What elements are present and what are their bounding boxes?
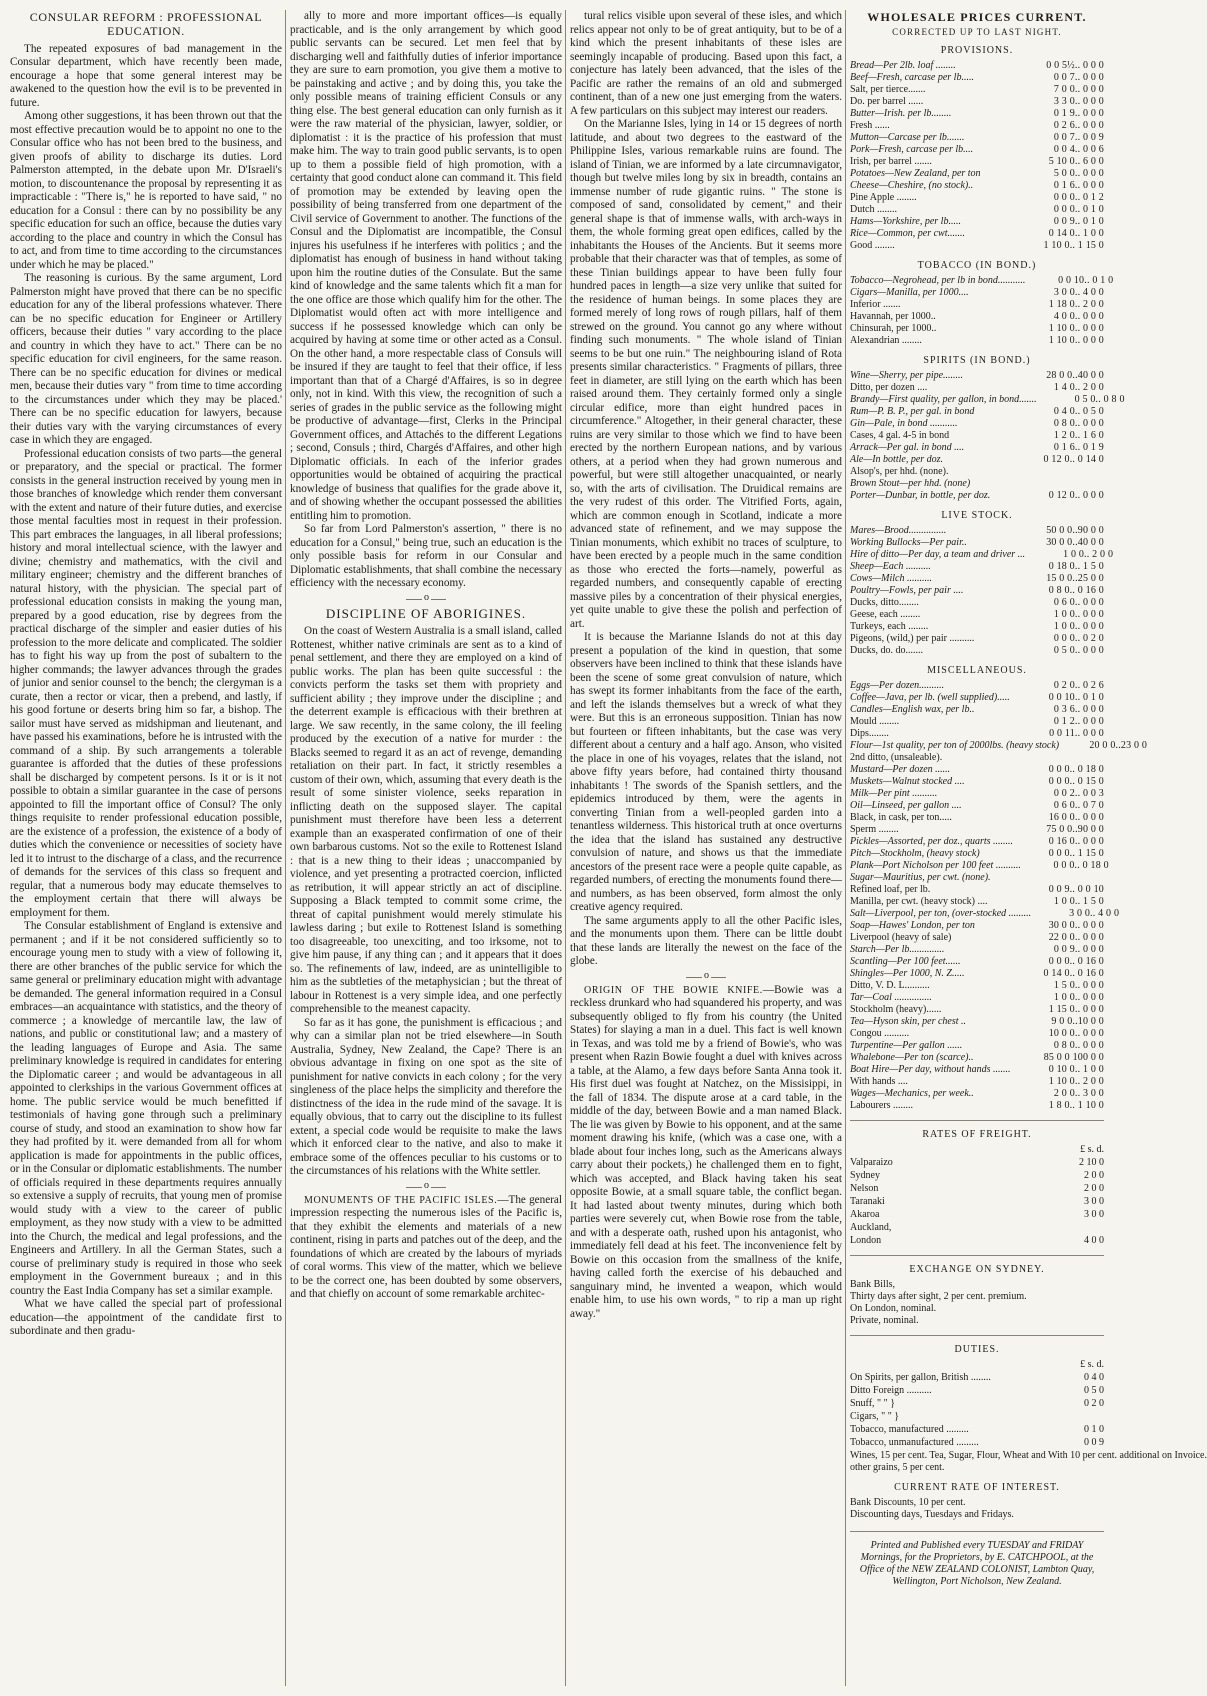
price-row: Beef—Fresh, carcase per lb..... 0 0 7.. 0 0 0: [850, 72, 1104, 83]
duties-row: Snuff, " " } 0 2 0: [850, 1398, 1104, 1409]
livestock-section: [850, 510, 1114, 657]
exchange-top-rule: [850, 1255, 1104, 1256]
duties-row: Tobacco, manufactured ......... 0 1 0: [850, 1424, 1104, 1435]
price-row: Whalebone—Per ton (scarce).. 85 0 0 100 0 0: [850, 1052, 1104, 1063]
misc-section: [850, 665, 1148, 1112]
freight-row: Akaroa 3 0 0: [850, 1209, 1104, 1220]
price-row: Dutch ........ 0 0 0.. 0 1 0: [850, 204, 1104, 215]
price-row: Cows—Milch .......... 15 0 0..25 0 0: [850, 573, 1104, 584]
section-divider-2: [406, 1187, 446, 1188]
freight-header-row: £ s. d.: [1080, 1144, 1104, 1155]
column-2-civil-service-and-aborigines: [290, 10, 562, 1686]
duties-row: Tobacco, unmanufactured ......... 0 0 9: [850, 1437, 1104, 1448]
price-row: Brandy—First quality, per gallon, in bond....... 0 5 0.. 0 8 0: [850, 394, 1125, 405]
price-row: Congou .......... 10 0 0.. 0 0 0: [850, 1028, 1104, 1039]
freight-title: RATES OF FREIGHT.: [922, 1129, 1032, 1140]
price-row: Tar—Coal ............... 1 0 0.. 0 0 0: [850, 992, 1104, 1003]
freight-row: Nelson 2 0 0: [850, 1183, 1104, 1194]
price-row: Do. per barrel ...... 3 3 0.. 0 0 0: [850, 96, 1104, 107]
price-row: Sugar—Mauritius, per cwt. (none).: [850, 872, 991, 883]
provisions-section: [850, 45, 1104, 252]
price-row: Sheep—Each .......... 0 18 0.. 1 5 0: [850, 561, 1104, 572]
price-row: Rum—P. B. P., per gal. in bond 0 4 0.. 0 5 0: [850, 406, 1104, 417]
price-row: Cases, 4 gal. 4-5 in bond 1 2 0.. 1 6 0: [850, 430, 1104, 441]
price-row: Oil—Linseed, per gallon .... 0 6 0.. 0 7 0: [850, 800, 1104, 811]
consular-paragraph-4: Professional education consists of two parts—the general or preparatory, and the special or practical. The former consists in the general instruction received by young men in those branches of knowledge which render them conversant with the extent and nature of their future duties, and exercise those mental faculties most in request in their profession. This part embraces the languages, in all liberal professions; history and moral intellectual science, with the lawyer and divine; chemistry and mathematics, with the civil and military engineer; chemistry and the different branches of natural history, with the physician. The special part of professional education consists in making the young man, prepared by a good education, rise by degrees from the practical discharge of the simpler and easier duties of his profession to the more delicate and complicated. The soldier has to fight his way up from the post of subaltern to the higher commands; the lawyer advances through the grades of junior and senior counsel to the bench; the clergyman is a curate, then a rector or vicar, then a prebend, and lastly, if his good fortune or deserts bring him so far, a bishop. The sailor must have served as midshipman and lieutenant, and have passed his examinations, before he is intrusted with the command of a ship. By such arrangements a tolerable guarantee is afforded that the duties of these professions shall be discharged by competent persons. Is it or is it not possible to obtain a similar guarantee in the case of persons appointed to fill the important office of Consul? The only things requisite to render professional education possible, are the existence of a profession, the existence of a body of duties which the convenience or necessities of society have led it to intrust to the discharge of a class, and the recurrence of demands for the services of this class so frequent and regular, that a numerous body may educate themselves to the employment certain that there will always be employment for them.: [10, 447, 282, 919]
price-row: Tea—Hyson skin, per chest .. 9 0 0..10 0 0: [850, 1016, 1104, 1027]
price-row: Ale—In bottle, per doz. 0 12 0.. 0 14 0: [850, 454, 1104, 465]
price-row: Soap—Hawes' London, per ton 30 0 0.. 0 0 0: [850, 920, 1104, 931]
price-row: Alsop's, per hhd. (none).: [850, 466, 949, 477]
spirits-heading: SPIRITS (IN BOND.): [923, 355, 1031, 366]
price-row: Mares—Brood............... 50 0 0..90 0 0: [850, 525, 1104, 536]
price-row: Poultry—Fowls, per pair .... 0 8 0.. 0 16 0: [850, 585, 1104, 596]
freight-top-rule: [850, 1120, 1104, 1121]
publisher-footer: Printed and Published every TUESDAY and FRIDAY Mornings, for the Proprietors, by E. CATCHPOOL, at the Office of the NEW ZEALAND COLONIST, Lambton Quay, Wellington, Port Nicholson, New Zealand.: [850, 1531, 1104, 1588]
monuments-heading: MONUMENTS OF THE PACIFIC ISLES.: [304, 1194, 498, 1206]
price-row: Salt, per tierce....... 7 0 0.. 0 0 0: [850, 84, 1104, 95]
price-row: Bread—Per 2lb. loaf ........ 0 0 5½.. 0 0 0: [850, 60, 1104, 71]
freight-row: London 4 0 0: [850, 1235, 1104, 1246]
interest-line-2: Discounting days, Tuesdays and Fridays.: [850, 1509, 1014, 1520]
duties-header-row: £ s. d.: [1080, 1359, 1104, 1370]
price-row: Potatoes—New Zealand, per ton 5 0 0.. 0 0 0: [850, 168, 1104, 179]
price-row: Tobacco—Negrohead, per lb in bond........... 0 0 10.. 0 1 0: [850, 275, 1114, 286]
price-row: Gin—Pale, in bond ........... 0 8 0.. 0 0 0: [850, 418, 1104, 429]
price-row: Starch—Per lb.............. 0 0 9.. 0 0 0: [850, 944, 1104, 955]
consular-paragraph-5: The Consular establishment of England is extensive and permanent ; and if it be not considered sufficiently so to encourage young men to study with a view of following it, there are other branches of the public service for which the same general or preliminary education might with advantage be demanded. The general information required in a Consul embraces—an acquaintance with statistics, and the theory of commerce ; a knowledge of mercantile law, the law of nations, and public or constitutional law; and a mastery of the leading languages of Europe and Asia. The same preliminary knowledge is required in candidates for entering the Diplomatic career ; and would be advantageous in all appointed to clerkships in the various Government offices at home. The public service would be much benefitted if testimonials of having gone through such a preliminary course of study, and stood an examination to show how far they had profited by it. were demanded from all for whom application is made for appointments in the public offices, or in the Consular or diplomatic establishments. The number of officials required in these departments requires annually so extensive a supply of recruits, that young men of promise would study with a view to the career of public employment, as they now study with a view to be admitted into the Church, the medical and legal professions, and the Engineers and Artillery. In all the German States, such a course of preliminary study is required in those who seek employment in the Government bureaux ; and in this country the East India Company has set a similar example.: [10, 920, 282, 1297]
newspaper-page: [10, 10, 1207, 1686]
price-row: Turkeys, each ........ 1 0 0.. 0 0 0: [850, 621, 1104, 632]
price-row: Hire of ditto—Per day, a team and driver ... 1 0 0.. 2 0 0: [850, 549, 1114, 560]
exchange-line-3: On London, nominal.: [850, 1303, 937, 1314]
duties-row: Wines, 15 per cent. Tea, Sugar, Flour, Wheat and other grains, 5 per cent. With 10 per cent. additional on Invoice.: [850, 1450, 1207, 1473]
price-row: Chinsurah, per 1000.. 1 10 0.. 0 0 0: [850, 323, 1104, 334]
price-row: Labourers ........ 1 8 0.. 1 10 0: [850, 1100, 1104, 1111]
prices-subtitle: CORRECTED UP TO LAST NIGHT.: [892, 27, 1062, 37]
price-row: Working Bullocks—Per pair.. 30 0 0..40 0 0: [850, 537, 1104, 548]
livestock-heading: LIVE STOCK.: [941, 510, 1013, 521]
price-row: Flour—1st quality, per ton of 2000lbs. (heavy stock) 20 0 0..23 0 0: [850, 740, 1148, 751]
price-row: Dips........ 0 0 11.. 0 0 0: [850, 728, 1104, 739]
price-row: Liverpool (heavy of sale) 22 0 0.. 0 0 0: [850, 932, 1104, 943]
price-row: Pigeons, (wild,) per pair .......... 0 0 0.. 0 2 0: [850, 633, 1104, 644]
consular-paragraph-6: What we have called the special part of professional education—the appointment of the candidate first to subordinate and then gradu-: [10, 1298, 282, 1338]
price-row: With hands .... 1 10 0.. 2 0 0: [850, 1076, 1104, 1087]
price-row: Brown Stout—per hhd. (none): [850, 478, 971, 489]
price-row: Good ........ 1 10 0.. 1 15 0: [850, 240, 1104, 251]
price-row: Havannah, per 1000.. 4 0 0.. 0 0 0: [850, 311, 1104, 322]
price-row: Mutton—Carcase per lb....... 0 0 7.. 0 0 9: [850, 132, 1104, 143]
column-1-consular-reform: [10, 10, 282, 1686]
exchange-line-1: Bank Bills,: [850, 1279, 896, 1290]
column-divider-2: [565, 10, 566, 1686]
monuments-body: —The general impression respecting the numerous isles of the Pacific is, that they exhibit the elements and materials of a new continent, rising in parts and patches out of the deep, and the foundations of which are created by the labours of myriads of coral worms. This view of the matter, which we believe to be the correct one, has been doubted by some observers, and that chiefly on account of some remarkable architec-: [290, 1193, 563, 1301]
price-row: Scantling—Per 100 feet...... 0 0 0.. 0 16 0: [850, 956, 1104, 967]
price-row: Ditto, per dozen .... 1 4 0.. 2 0 0: [850, 382, 1104, 393]
column-divider-1: [285, 10, 286, 1686]
interest-title: CURRENT RATE OF INTEREST.: [894, 1482, 1060, 1493]
misc-heading: MISCELLANEOUS.: [927, 665, 1027, 676]
price-row: Refined loaf, per lb. 0 0 9.. 0 0 10: [850, 884, 1104, 895]
price-row: Coffee—Java, per lb. (well supplied)..... 0 0 10.. 0 1 0: [850, 692, 1104, 703]
price-row: Pork—Fresh, carcase per lb.... 0 0 4.. 0 0 6: [850, 144, 1104, 155]
exchange-title: EXCHANGE ON SYDNEY.: [909, 1264, 1045, 1275]
monuments-paragraph: [290, 1194, 562, 1302]
price-row: Ditto, V. D. L.......... 1 5 0.. 0 0 0: [850, 980, 1104, 991]
bowie-heading: ORIGIN OF THE BOWIE KNIFE.: [584, 984, 763, 996]
consular-paragraph-2: Among other suggestions, it has been thrown out that the most effective precaution would be to appoint no one to the Consular office who has not been bred to the business, and given proofs of ability to discharge its duties. Lord Palmerston attempted, in the debate upon Mr. D'Israeli's motion, to discountenance the proposal by representing it as impracticable : "There is," he is reported to have said, " no education for a Consul : there can by no possibility be any specific education for such an office, because the duties vary according to the place and country in which the Consul has to act, and from time to time according to the circumstances under which he may be placed.": [10, 110, 282, 271]
price-row: Geese, each ........ 1 0 0.. 0 0 0: [850, 609, 1104, 620]
price-row: Ducks, do. do....... 0 5 0.. 0 0 0: [850, 645, 1104, 656]
consular-continuation-paragraph-2: So far from Lord Palmerston's assertion, " there is no education for a Consul," being true, such an education is the only possible basis for reform in our Consular and Diplomatic establishments, that shall combine the necessary efficiency with the necessary economy.: [290, 523, 562, 589]
price-row: Muskets—Walnut stocked .... 0 0 0.. 0 15 0: [850, 776, 1104, 787]
price-row: Fresh ...... 0 2 6.. 0 0 0: [850, 120, 1104, 131]
price-row: Black, in cask, per ton..... 16 0 0.. 0 0 0: [850, 812, 1104, 823]
price-row: Rice—Common, per cwt....... 0 14 0.. 1 0 0: [850, 228, 1104, 239]
price-row: Arrack—Per gal. in bond .... 0 1 6.. 0 1 9: [850, 442, 1104, 453]
consular-continuation-paragraph-1: ally to more and more important offices—is equally practicable, and is the only arrangement by which good public servants can be secured. Let men feel that by discharging well and faithfully duties of inferior importance they are sure to earn promotion, you give them a motive to be painstaking and active ; and by doing this, you take the only possible means of training efficient Consuls or any thing else. The best general education can only furnish as it were the raw material of the physician, lawyer, soldier, or diplomatist : it is the practice of his profession that must make him. The way to train good public servants, is to open up to them a possible field of high promotion, with a certainty that good conduct alone can command it. This field of promotion may be extended by leaving open the possibility of being transferred from one department of the Civil service of Government to another. The functions of the Consul and the Diplomatist are incompatible, the Consul injures his usefulness if he interferes with politics ; and the diplomatist has enough of business in hand without taking upon him the routine duties of the Consulate. But the same kind of knowledge and the same talents which fit a man for the one office are those which qualify him for the other. The Diplomatist would often act with more intelligence and success if he possessed knowledge which can only be acquired by having at some time or other acted as a Consul. On the other hand, a more respectable class of Consuls will be insured if they are taught to feel that their office, if less important than that of a Chargé d'Affaires, is so in degree only, not in kind. With this view, the recognition of such a series of grades in the public service as the following might be productive of advantage—first, Clerks in the Principal Government offices, and Attachés to the different Legations ; second, Consuls ; third, Chargés d'Affaires, and other high Diplomatic officials. In each of the inferior grades opportunities would be obtained of acquiring the practical knowledge of business that qualifies for the grade above it, and of showing whether the occupant possessed the abilities entitling him to promotion.: [290, 10, 562, 522]
bowie-paragraph: [570, 984, 842, 1322]
price-row: Wages—Mechanics, per week.. 2 0 0.. 3 0 0: [850, 1088, 1104, 1099]
aborigines-paragraph-2: So far as it has gone, the punishment is efficacious ; and why can a similar plan not be tried elsewhere—in South Australia, Sydney, New Zealand, the Cape? There is an obvious advantage in fixing on one spot as the site of punishment for native convicts in each colony ; for the very singleness of the place helps the simplicity and therefore the distinctness of the idea in the rude mind of the savage. It is equally obvious, that to carry out the discipline to its fullest extent, a special code would be requisite to make the laws which it enforced clear to the native, and also to make it embrace some of the offences peculiar to his customs or to the circumstances of his relations with the White settler.: [290, 1016, 562, 1178]
price-row: Stockholm (heavy)...... 1 15 0.. 0 0 0: [850, 1004, 1104, 1015]
price-row: Hams—Yorkshire, per lb..... 0 0 9.. 0 1 0: [850, 216, 1104, 227]
aborigines-paragraph-1: On the coast of Western Australia is a small island, called Rottenest, whither native criminals are sent as to a kind of penal settlement, and there they are employed on a kind of public works. The plan has been quite successful : the convicts perform the tasks set them with propriety and sufficient ability ; they improve under the discipline ; and the deterrent example is efficacious with their brethren at large. We saw recently, in the same colony, the ill feeling produced by the execution of a native for murder : the Blacks seemed to regard it as an act of revenge, demanding retaliation on their part. In fact, it strictly resembles a custom of their own, which, assuming that every death is the result of some sinister violence, seeks reparation in inflicting death on the supposed slayer. The capital punishment must therefore have been less a deterrent example than an exasperated confirmation of one of their own barbarous customs. Not so the exile to Rottenest Island : that is a new thing to their ideas ; unaccompanied by violence, and yet presenting a protracted coercion, inflicted as retribution, it will appear strictly an act of discipline. Supposing a Black tempted to commit some crime, the threat of capital punishment would merely stimulate his lawless daring ; but exile to Rottenest Island is something too disagreeable, too unexciting, and too irksome, not to give him pause, if any thing can ; and it appears that it does so. The refinements of law, indeed, are as unintelligible to him as the subtleties of the metaphysician ; but the threat of labour in Rottenest is a very simple idea, and one perfectly comprehensible to the meanest capacity.: [290, 625, 562, 1016]
column-4-prices-current: [850, 10, 1207, 1686]
duties-title: DUTIES.: [954, 1344, 1000, 1355]
duties-top-rule: [850, 1335, 1104, 1336]
price-row: Butter—Irish. per lb........ 0 1 9.. 0 0 0: [850, 108, 1104, 119]
consular-paragraph-1: The repeated exposures of bad management in the Consular department, which have recently been made, encourage a hope that some general interest may be awakened to the question how the evil is to be prevented in future.: [10, 42, 282, 109]
pacific-paragraph-1: tural relics visible upon several of these isles, and which relics appear not only to be of great antiquity, but to be of a kind which the present inhabitants of these isles are seemingly incapable of producing. Based upon this fact, a conjecture has lately been advanced, that the isles of the Pacific are rather the remains of an old and submerged continent, than of a new one just emerging from the waters. A few particulars on this subject may interest our readers.: [570, 10, 842, 117]
pacific-paragraph-3: It is because the Marianne Islands do not at this day present a population of the kind in question, that some observers have been inclined to think that these islands have been the scene of some great convulsion of nature, which has swept its former inhabitants from the face of the earth, and left the islands themselves but a wreck of what they were. But this is an erroneous supposition. Tinian has now but fourteen or fifteen inhabitants, but the case was very different about a century and a half ago. Anson, who visited the place in one of his voyages, relates that the island, not above fifty years before, had contained thirty thousand inhabitants ! The swords of the Spanish settlers, and the epidemics introduced by them, were the agents in converting Tinian from a well-peopled garden into a tenantless wilderness. This historical truth at once overturns the idea that the island has sustained any destructive convulsion of nature, and shows us that the immediate ancestors of the present race were a people quite capable, as regarded numbers, of erecting the monuments found there—and numbers, as has been observed, form almost the only creative agency required.: [570, 631, 842, 913]
price-row: Plank—Port Nicholson per 100 feet .......... 0 0 0.. 0 18 0: [850, 860, 1109, 871]
column-3-pacific-and-bowie: [570, 10, 842, 1686]
price-row: Alexandrian ........ 1 10 0.. 0 0 0: [850, 335, 1104, 346]
pacific-paragraph-2: On the Marianne Isles, lying in 14 or 15 degrees of north latitude, and about two degrees to the eastward of the Philippine Isles, various remarkable ruins are found. The island of Tinian, we are informed by a late circumnavigator, though but twelve miles long by six in breadth, contains an immense number of rude gigantic ruins. " The stone is composed of sand, consolidated by cement," and their general shape is that of immense walls, with arch-ways in them, the whole forming great open edifices, called by the inhabitants the Houses of the Ancients. But it seems more probable that their character was that of temples, as some of these Tinian buildings appear to have been fully four hundred paces in length—a size very unlike that suited for the residence of human beings. In some places they are formed merely of long rows of rough pillars, half of them strewed on the ground. You cannot go any where without finding such monuments. " The whole island of Tinian seems to be but one ruin." The neighbouring island of Rota presents similar characteristics. " Fragments of pillars, three feet in diameter, are still lying on the earth which has been raised around them. They certainly formed only a single circular edifice, more than eight hundred paces in circumference." Altogether, in their general character, these ruins are very similar to those which we find to have been erected by the northern European nations, and by various others, at a period when they had grown numerous and powerful, but were still altogether unacquainted, or nearly so, with the arts of civilisation. The Druidical remains are the very rudest of this order. The Vitrified Forts, again, which are common enough in Scotland, indicate a more advanced state of refinement, and we may suppose the Tinian monuments, which exhibit no traces of sculpture, to have been erected by a people much in the same condition as those who erected the forts—namely, powerful as regarded numbers, and consequently capable of erecting massive piles by a concentration of their physical energies, yet quite unable to give these the polish and perfection of art.: [570, 118, 842, 630]
interest-line-1: Bank Discounts, 10 per cent.: [850, 1497, 966, 1508]
duties-row: Cigars, " " }: [850, 1411, 900, 1422]
tobacco-heading: TOBACCO (IN BOND.): [917, 260, 1037, 271]
price-row: Porter—Dunbar, in bottle, per doz. 0 12 0.. 0 0 0: [850, 490, 1104, 501]
prices-title: WHOLESALE PRICES CURRENT.: [867, 10, 1087, 24]
consular-paragraph-3: The reasoning is curious. By the same argument, Lord Palmerston might have proved that there can be no specific education for any of the liberal professions whatever. There can be no specific education for Engineer or Artillery officers, because their duties " vary according to the place and country in which they have to act." There can be no specific education for civil engineers, for the same reason. There can be no specific education for divines or medical men, because their duties vary " from time to time according to the circumstances under which they may be placed.' There can be no specific education for lawyers, because their duties vary with the varying circumstances of every case in which they are engaged.: [10, 272, 282, 447]
section-divider: [406, 599, 446, 600]
price-row: 2nd ditto, (unsaleable).: [850, 752, 943, 763]
bowie-body: —Bowie was a reckless drunkard who had squandered his property, and was subsequently obliged to fly from his country (the United States) for slaying a man in a duel. This fact is well known in Texas, and was told me by a friend of Bowie's, who was present when Razin Bowie fought a duel with knives across a table, at the Alamo, a few days before Santa Anna took it. His first duel was fought at Natchez, on the Missisippi, in the fall of 1834. The dispute arose at a card table, in the middle of the day, between Bowie and a man named Black. The lie was given by Bowie to his opponent, and at the same moment drawing his knife, (which was a case one, with a blade about four inches long, such as the Americans always carry about their pockets,) he challenged them en to fight, which was accepted, and Black having taken his seat opposite Bowie, at a small square table, the conflict began. It had lasted about twenty minutes, during which both parties were severely cut, when Bowie rose from the table, and with a desperate oath, rushed upon his antagonist, who immediately fell dead at his feet. The inconvenience felt by Bowie on this occasion from the smallness of the knife, having called forth the exercise of his debauched and sanguinary mind, he invented a weapon, which would enable him, to use his own words, " to rip a man up right away.": [570, 983, 842, 1320]
consular-reform-title: CONSULAR REFORM : PROFESSIONAL EDUCATION.: [29, 10, 263, 39]
price-row: Cigars—Manilla, per 1000.... 3 0 0.. 4 0 0: [850, 287, 1104, 298]
price-row: Shingles—Per 1000, N. Z..... 0 14 0.. 0 16 0: [850, 968, 1104, 979]
exchange-line-4: Private, nominal.: [850, 1315, 919, 1326]
price-row: Candles—English wax, per lb.. 0 3 6.. 0 0 0: [850, 704, 1104, 715]
price-row: Turpentine—Per gallon ...... 0 8 0.. 0 0 0: [850, 1040, 1104, 1051]
column-divider-3: [845, 10, 846, 1686]
freight-row: Auckland,: [850, 1222, 892, 1233]
duties-row: Ditto Foreign .......... 0 5 0: [850, 1385, 1104, 1396]
freight-row: Valparaizo 2 10 0: [850, 1157, 1104, 1168]
price-row: Inferior ....... 1 18 0.. 2 0 0: [850, 299, 1104, 310]
price-row: Sperm ........ 75 0 0..90 0 0: [850, 824, 1104, 835]
price-row: Milk—Per pint .......... 0 0 2.. 0 0 3: [850, 788, 1104, 799]
price-row: Manilla, per cwt. (heavy stock) .... 1 0 0.. 1 5 0: [850, 896, 1104, 907]
tobacco-section: [850, 260, 1114, 347]
price-row: Ducks, ditto........ 0 6 0.. 0 0 0: [850, 597, 1104, 608]
exchange-line-2: Thirty days after sight, 2 per cent. premium.: [850, 1291, 1027, 1302]
price-row: Boat Hire—Per day, without hands ....... 0 10 0.. 1 0 0: [850, 1064, 1104, 1075]
price-row: Pine Apple ........ 0 0 0.. 0 1 2: [850, 192, 1104, 203]
section-divider-3: [686, 977, 726, 978]
freight-row: Taranaki 3 0 0: [850, 1196, 1104, 1207]
duties-row: On Spirits, per gallon, British ........ 0 4 0: [850, 1372, 1104, 1383]
price-row: Pickles—Assorted, per doz., quarts ........ 0 16 0.. 0 0 0: [850, 836, 1104, 847]
price-row: Mustard—Per dozen ...... 0 0 0.. 0 18 0: [850, 764, 1104, 775]
price-row: Eggs—Per dozen.......... 0 2 0.. 0 2 6: [850, 680, 1104, 691]
aborigines-title: DISCIPLINE OF ABORIGINES.: [325, 605, 527, 621]
freight-row: Sydney 2 0 0: [850, 1170, 1104, 1181]
spirits-section: [850, 355, 1125, 502]
pacific-paragraph-4: The same arguments apply to all the other Pacific isles, and the monuments upon them. There can be little doubt that these lands are literally the newest on the face of the globe.: [570, 914, 842, 967]
price-row: Wine—Sherry, per pipe........ 28 0 0..40 0 0: [850, 370, 1104, 381]
price-row: Salt—Liverpool, per ton, (over-stocked ......... 3 0 0.. 4 0 0: [850, 908, 1120, 919]
provisions-heading: PROVISIONS.: [940, 45, 1014, 56]
price-row: Irish, per barrel ....... 5 10 0.. 6 0 0: [850, 156, 1104, 167]
price-row: Mould ........ 0 1 2.. 0 0 0: [850, 716, 1104, 727]
price-row: Cheese—Cheshire, (no stock).. 0 1 6.. 0 0 0: [850, 180, 1104, 191]
price-row: Pitch—Stockholm, (heavy stock) 0 0 0.. 1 15 0: [850, 848, 1104, 859]
